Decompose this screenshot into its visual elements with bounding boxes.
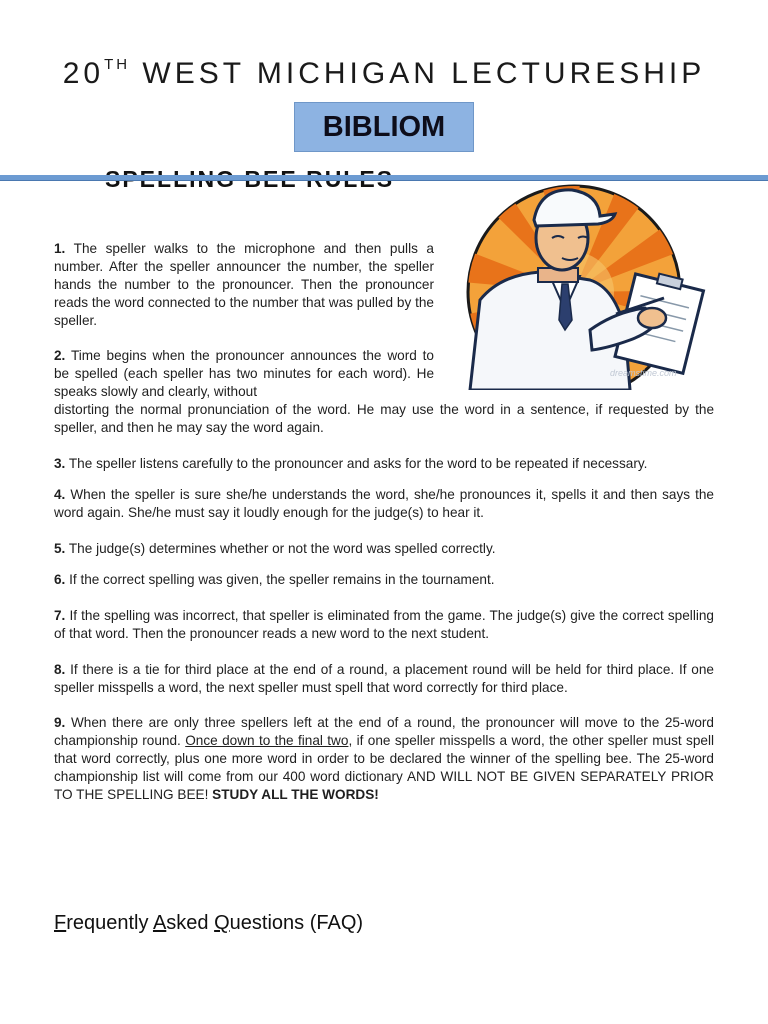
watermark-text: dreamstime.com (610, 368, 677, 378)
rule-2: 2. Time begins when the pronouncer announces the word to be spelled (each speller has two minutes for each word). He speaks slowly and clearly, without (54, 348, 434, 399)
study-all-words: STUDY ALL THE WORDS! (212, 787, 379, 802)
rule-4: 4. When the speller is sure she/he understands the word, she/he pronounces it, spells it and then says the word again. She/he must say it loudly enough for the judge(s) to hear it. (54, 487, 714, 520)
rule-3: 3. The speller listens carefully to the pronouncer and asks for the word to be repeated if necessary. (54, 456, 648, 471)
rule-9: 9. When there are only three spellers left at the end of a round, the pronouncer will move to the 25-word championship round. Once down to the final two, if one speller misspells a word, the other speller must spell that word correctly, plus one more word in order to be declared the winner of the spelling bee. The 25-word championship list will come from our 400 word dictionary AND WILL NOT BE GIVEN SEPARATELY PRIOR TO THE SPELLING BEE! STUDY ALL THE WORDS! (54, 715, 714, 802)
bibliom-badge: BIBLIOM (294, 102, 474, 152)
faq-heading: Frequently Asked Questions (FAQ) (54, 912, 364, 934)
rule-1: 1. The speller walks to the microphone and then pulls a number. After the speller announcer the number, the speller hands the number to the pronouncer. Then the pronouncer reads the word connected to the number that was pulled by the speller. (54, 241, 434, 328)
document-title: 20TH WEST MICHIGAN LECTURESHIP (62, 56, 706, 90)
rule-8: 8. If there is a tie for third place at the end of a round, a placement round will be held for third place. If one speller misspells a word, the next speller must spell that word correctly for third place. (54, 662, 714, 695)
rule-5: 5. The judge(s) determines whether or not the word was spelled correctly. (54, 541, 496, 556)
underlined-phrase: Once down to the final two (185, 733, 349, 748)
rule-7: 7. If the spelling was incorrect, that speller is eliminated from the game. The judge(s) give the correct spelling of that word. Then the pronouncer reads a new word to the next student. (54, 608, 714, 641)
rule-2-continued: distorting the normal pronunciation of the word. He may use the word in a sentence, if requested by the speller, and then he may say the word again. (54, 402, 714, 435)
rule-6: 6. If the correct spelling was given, the speller remains in the tournament. (54, 572, 495, 587)
pronouncer-illustration (440, 180, 710, 390)
